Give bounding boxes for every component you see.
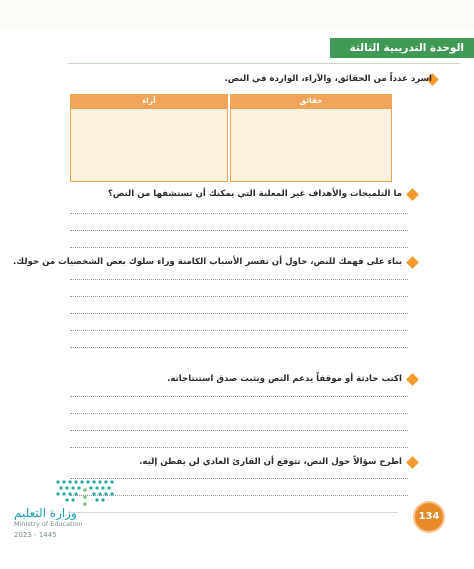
edition-year: 2023 - 1445: [14, 531, 57, 539]
question-2: ما التلميحات والأهداف غير المعلنة التي يمكنك أن تستشفها من النص؟: [107, 189, 402, 199]
bullet-diamond-icon: [406, 188, 419, 201]
answer-line[interactable]: [70, 230, 408, 231]
bullet-diamond-icon: [406, 373, 419, 386]
unit-title: الوحدة التدريبية الثالثة: [349, 42, 464, 54]
table-header-facts: حقائق: [230, 94, 392, 108]
table-header-opinions: آراء: [70, 94, 228, 108]
facts-cell[interactable]: [230, 108, 392, 182]
answer-line[interactable]: [70, 413, 408, 414]
bullet-diamond-icon: [406, 456, 419, 469]
facts-opinions-table: [70, 94, 392, 183]
top-band: [0, 0, 474, 30]
answer-line[interactable]: [70, 478, 408, 479]
answer-line[interactable]: [70, 396, 408, 397]
page-number: 134: [415, 503, 443, 531]
answer-line[interactable]: [70, 347, 408, 348]
opinions-cell[interactable]: [70, 108, 228, 182]
question-3: بناء على فهمك للنص، حاول أن تفسر الأسباب الكامنة وراء سلوك بعض الشخصيات من حولك.: [13, 257, 402, 267]
header-divider: [68, 63, 460, 64]
ministry-name-arabic: وزارة التعليم: [14, 506, 77, 520]
answer-line[interactable]: [70, 213, 408, 214]
question-4: اكتب حادثة أو موقفاً يدعم النص ويثبت صدق استنتاجاته.: [167, 374, 402, 384]
footer-divider: [68, 512, 398, 513]
answer-line[interactable]: [70, 279, 408, 280]
ministry-name-english: Ministry of Education: [14, 520, 83, 528]
answer-line[interactable]: [70, 447, 408, 448]
question-1: اسرد عدداً من الحقائق، والآراء، الواردة في النص.: [224, 74, 432, 84]
answer-line[interactable]: [70, 430, 408, 431]
bullet-diamond-icon: [406, 256, 419, 269]
ministry-logo-icon: [54, 478, 116, 508]
answer-line[interactable]: [70, 330, 408, 331]
answer-line[interactable]: [70, 313, 408, 314]
answer-line[interactable]: [70, 495, 408, 496]
answer-line[interactable]: [70, 296, 408, 297]
question-5: اطرح سؤالاً حول النص، تتوقع أن القارئ العادي لن يفطن إليه.: [139, 457, 402, 467]
answer-line[interactable]: [70, 247, 408, 248]
